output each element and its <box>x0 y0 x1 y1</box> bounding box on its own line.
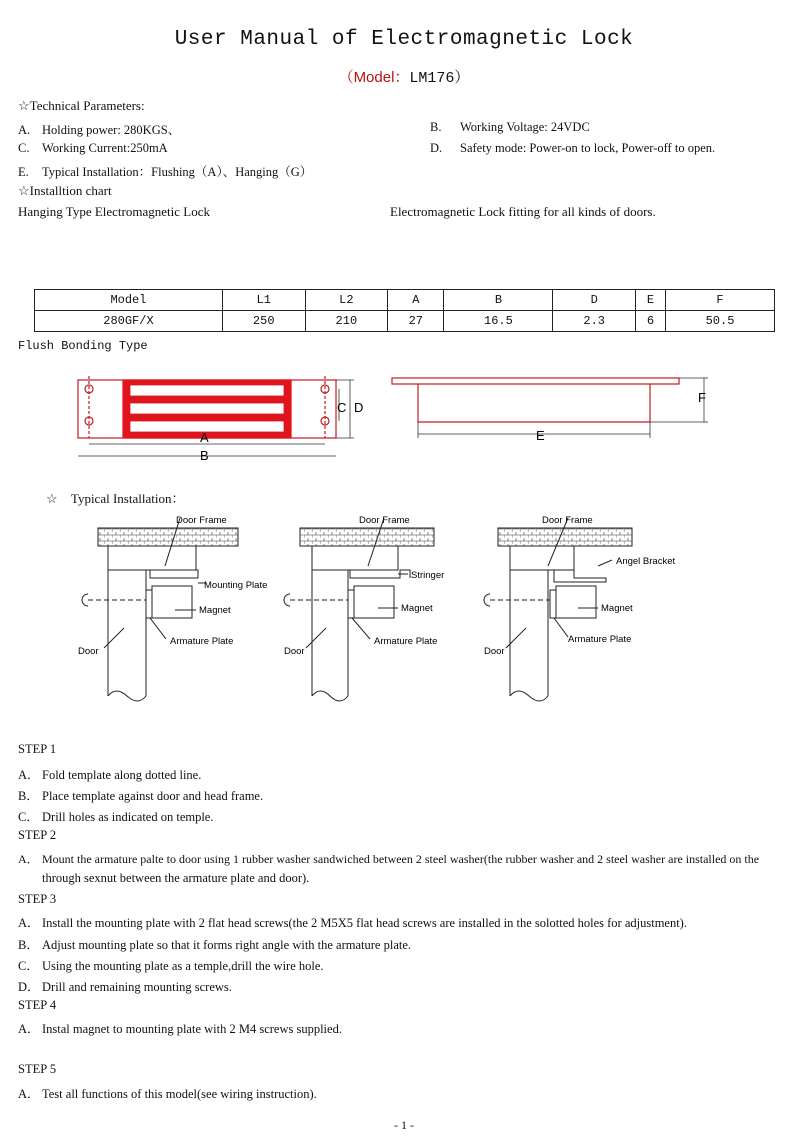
step4-title: STEP 4 <box>18 998 57 1012</box>
door-frame <box>312 546 398 570</box>
step-item-text: Drill holes as indicated on temple. <box>42 810 214 824</box>
label-door: Door <box>284 646 305 657</box>
spec-table-row <box>35 311 775 332</box>
step-item-text: Instal magnet to mounting plate with 2 M4 screws supplied. <box>42 1022 342 1036</box>
step-item-label: A． <box>18 1022 40 1036</box>
dim-label-a: A <box>200 430 209 445</box>
step-item-text: Fold template along dotted line. <box>42 768 202 782</box>
step5-item <box>18 1084 317 1102</box>
leader <box>306 628 326 648</box>
installation-diagrams <box>0 508 808 704</box>
tech-item-label: A. <box>18 123 31 137</box>
magnet-slot-2 <box>131 404 283 413</box>
spec-header-cell: D <box>553 290 636 311</box>
door-break <box>510 691 548 701</box>
tech-item-e <box>18 162 312 180</box>
side-view <box>392 378 679 422</box>
dim-label-f: F <box>698 390 706 405</box>
leader <box>352 618 370 639</box>
spec-header-cell: A <box>388 290 444 311</box>
step-item-text: Mount the armature palte to door using 1 rubber washer sandwiched between 2 steel washer(the rubber washer and 2 steel washer are installed on the <box>42 852 760 866</box>
label-magnet: Magnet <box>199 605 231 616</box>
screw-head <box>484 594 490 606</box>
step2-item <box>18 850 794 867</box>
star-icon: ☆ <box>46 491 58 506</box>
spec-header-cell: B <box>444 290 553 311</box>
step-item-label: A． <box>18 1087 40 1101</box>
label-door-frame: Door Frame <box>542 515 593 526</box>
spec-cell: 210 <box>305 311 388 332</box>
step2-item-cont: through sexnut between the armature plate and door). <box>42 871 310 885</box>
spec-cell: 16.5 <box>444 311 553 332</box>
step-item-text: Test all functions of this model(see wiring instruction). <box>42 1087 317 1101</box>
angel-bracket <box>554 570 606 582</box>
step-item-label: C． <box>18 959 39 973</box>
model-code: LM176） <box>409 70 470 87</box>
magnet-slot-1 <box>131 386 283 395</box>
spec-cell: 50.5 <box>666 311 775 332</box>
label-angel-bracket: Angel Bracket <box>616 556 676 567</box>
tech-item-label: B. <box>430 120 442 134</box>
side-flange <box>392 378 679 384</box>
step5-title: STEP 5 <box>18 1062 57 1076</box>
step3-item <box>18 935 411 953</box>
mounting-plate <box>150 570 198 578</box>
tech-item-text: Holding power: 280KGS、 <box>42 123 181 137</box>
tech-item-b <box>430 120 590 135</box>
spec-cell: 280GF/X <box>35 311 223 332</box>
step-item-text: Drill and remaining mounting screws. <box>42 980 232 994</box>
tech-item-text: Typical Installation：Flushing（A）、Hanging（G） <box>42 165 313 179</box>
label-door: Door <box>484 646 505 657</box>
door-frame <box>108 546 196 570</box>
tech-item-text: Working Current:250mA <box>42 141 168 155</box>
step-item-label: C． <box>18 810 39 824</box>
step-item-label: A． <box>18 768 40 782</box>
spec-header-cell: L1 <box>222 290 305 311</box>
label-armature-plate: Armature Plate <box>170 636 234 647</box>
label-door-frame: Door Frame <box>359 515 410 526</box>
spec-header-cell: E <box>636 290 666 311</box>
label-door-frame: Door Frame <box>176 515 227 526</box>
door-leaf <box>510 570 548 696</box>
label-magnet: Magnet <box>601 603 633 614</box>
leader <box>598 560 612 566</box>
step3-item <box>18 977 232 995</box>
step-item-label: B． <box>18 789 39 803</box>
side-dimensions <box>418 378 708 438</box>
spec-cell: 250 <box>222 311 305 332</box>
wall-brick <box>98 528 238 546</box>
dim-label-c: C <box>337 400 347 415</box>
label-armature-plate: Armature Plate <box>374 636 438 647</box>
dim-label-d: D <box>354 400 364 415</box>
page-title: User Manual of Electromagnetic Lock <box>174 28 634 51</box>
step-item-label: A． <box>18 852 39 866</box>
tech-item-c <box>18 141 168 156</box>
step-item-text: Place template against door and head frame. <box>42 789 264 803</box>
screw-head <box>82 594 88 606</box>
label-stringer: Stringer <box>411 570 445 581</box>
leader <box>506 628 526 648</box>
tech-heading: ☆Technical Parameters: <box>18 98 145 113</box>
spec-header-cell: Model <box>35 290 223 311</box>
spec-cell: 27 <box>388 311 444 332</box>
screw-head <box>284 594 290 606</box>
leader <box>150 618 166 639</box>
step-item-label: A． <box>18 916 40 930</box>
flush-bonding-label: Flush Bonding Type <box>18 339 148 353</box>
step3-item <box>18 956 324 974</box>
tech-item-label: C. <box>18 141 30 155</box>
step-item-text: Install the mounting plate with 2 flat head screws(the 2 M5X5 flat head screws are installed in the solotted holes for adjustment). <box>42 916 687 930</box>
flush-diagram <box>0 360 808 470</box>
spec-table <box>34 289 775 332</box>
step1-item <box>18 765 201 783</box>
tech-item-label: D. <box>430 141 443 155</box>
model-subtitle <box>0 66 808 87</box>
door-leaf <box>312 570 348 696</box>
dim-label-b: B <box>200 448 209 463</box>
step3-item <box>18 913 687 931</box>
label-door: Door <box>78 646 99 657</box>
tech-item-text: Working Voltage: 24VDC <box>460 120 590 134</box>
step3-title: STEP 3 <box>18 892 57 906</box>
magnet-block <box>354 586 394 618</box>
leader <box>554 618 568 637</box>
spec-cell: 2.3 <box>553 311 636 332</box>
typical-install-text: Typical Installation： <box>70 491 185 506</box>
step1-item <box>18 786 263 804</box>
step2-title: STEP 2 <box>18 828 57 842</box>
tech-item-label: E. <box>18 165 29 179</box>
door-break <box>108 691 146 701</box>
step1-item <box>18 807 213 825</box>
wall-brick <box>498 528 632 546</box>
spec-table-header-row <box>35 290 775 311</box>
step1-title: STEP 1 <box>18 742 57 756</box>
side-body <box>418 384 650 422</box>
step-item-label: B． <box>18 938 39 952</box>
armature-plate <box>550 590 556 618</box>
armature-plate <box>348 590 354 618</box>
leader <box>104 628 124 648</box>
page-number: - 1 - <box>394 1118 414 1132</box>
dim-label-e: E <box>536 428 545 443</box>
wall-brick <box>300 528 434 546</box>
step-item-text: Using the mounting plate as a temple,drill the wire hole. <box>42 959 324 973</box>
label-armature-plate: Armature Plate <box>568 634 632 645</box>
label-magnet: Magnet <box>401 603 433 614</box>
tech-item-a <box>18 120 180 138</box>
door-frame <box>510 546 574 570</box>
front-view <box>78 376 336 438</box>
spec-cell: 6 <box>636 311 666 332</box>
step-item-text: Adjust mounting plate so that it forms right angle with the armature plate. <box>42 938 412 952</box>
hanging-caption: Hanging Type Electromagnetic Lock <box>18 204 210 219</box>
model-prefix: （Model： <box>338 69 410 86</box>
step4-item <box>18 1019 342 1037</box>
label-mounting-plate: Mounting Plate <box>204 580 268 591</box>
spec-header-cell: F <box>666 290 775 311</box>
door-break <box>312 691 348 701</box>
spec-header-cell: L2 <box>305 290 388 311</box>
tech-item-d <box>430 141 715 156</box>
step-item-label: D． <box>18 980 40 994</box>
magnet-block <box>556 586 596 618</box>
typical-install-heading <box>46 488 184 507</box>
door-leaf <box>108 570 146 696</box>
magnet-block <box>152 586 192 618</box>
fitting-caption: Electromagnetic Lock fitting for all kinds of doors. <box>390 204 656 219</box>
tech-item-text: Safety mode: Power-on to lock, Power-off to open. <box>460 141 716 155</box>
install-chart-heading: ☆Installtion chart <box>18 183 112 198</box>
armature-plate <box>146 590 152 618</box>
